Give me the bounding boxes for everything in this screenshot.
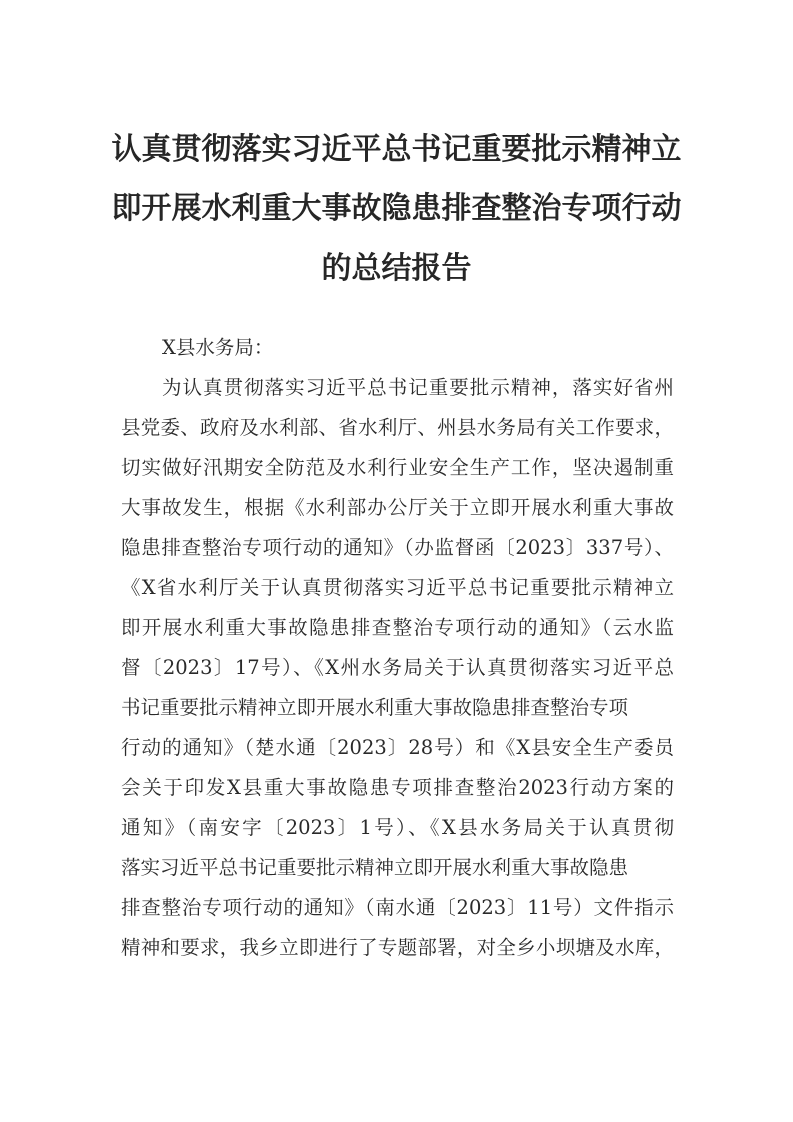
body-line: 督〔2023〕17号）、《X州水务局关于认真贯彻落实习近平总 [121, 656, 674, 679]
salutation: X县水务局： [162, 336, 274, 359]
body-line: 落实习近平总书记重要批示精神立即开展水利重大事故隐患 [121, 856, 629, 879]
body-line: 会关于印发X县重大事故隐患专项排查整治2023行动方案的 [121, 776, 674, 799]
body-line: 《X省水利厅关于认真贯彻落实习近平总书记重要批示精神立 [121, 576, 674, 599]
body-line: 排查整治专项行动的通知》（南水通〔2023〕11号）文件指示 [121, 896, 674, 919]
body-line: 书记重要批示精神立即开展水利重大事故隐患排查整治专项 [121, 696, 629, 719]
body-line: 切实做好汛期安全防范及水利行业安全生产工作，坚决遏制重 [121, 456, 674, 479]
document-title-line-2: 即开展水利重大事故隐患排查整治专项行动 [111, 191, 682, 226]
body-line: 通知》（南安字〔2023〕1号）、《X县水务局关于认真贯彻 [121, 816, 674, 839]
body-line: 隐患排查整治专项行动的通知》（办监督函〔2023〕337号）、 [121, 536, 674, 559]
body-line: 为认真贯彻落实习近平总书记重要批示精神，落实好省州 [162, 376, 674, 399]
body-line: 精神和要求，我乡立即进行了专题部署，对全乡小坝塘及水库， [121, 936, 674, 959]
document-title-line-1: 认真贯彻落实习近平总书记重要批示精神立 [111, 132, 682, 167]
body-line: 县党委、政府及水利部、省水利厅、州县水务局有关工作要求， [121, 416, 674, 439]
body-line: 大事故发生，根据《水利部办公厅关于立即开展水利重大事故 [121, 496, 674, 519]
body-line: 行动的通知》（楚水通〔2023〕28号）和《X县安全生产委员 [121, 736, 674, 759]
document-title-line-3: 的总结报告 [321, 251, 472, 286]
body-line: 即开展水利重大事故隐患排查整治专项行动的通知》（云水监 [121, 616, 674, 639]
